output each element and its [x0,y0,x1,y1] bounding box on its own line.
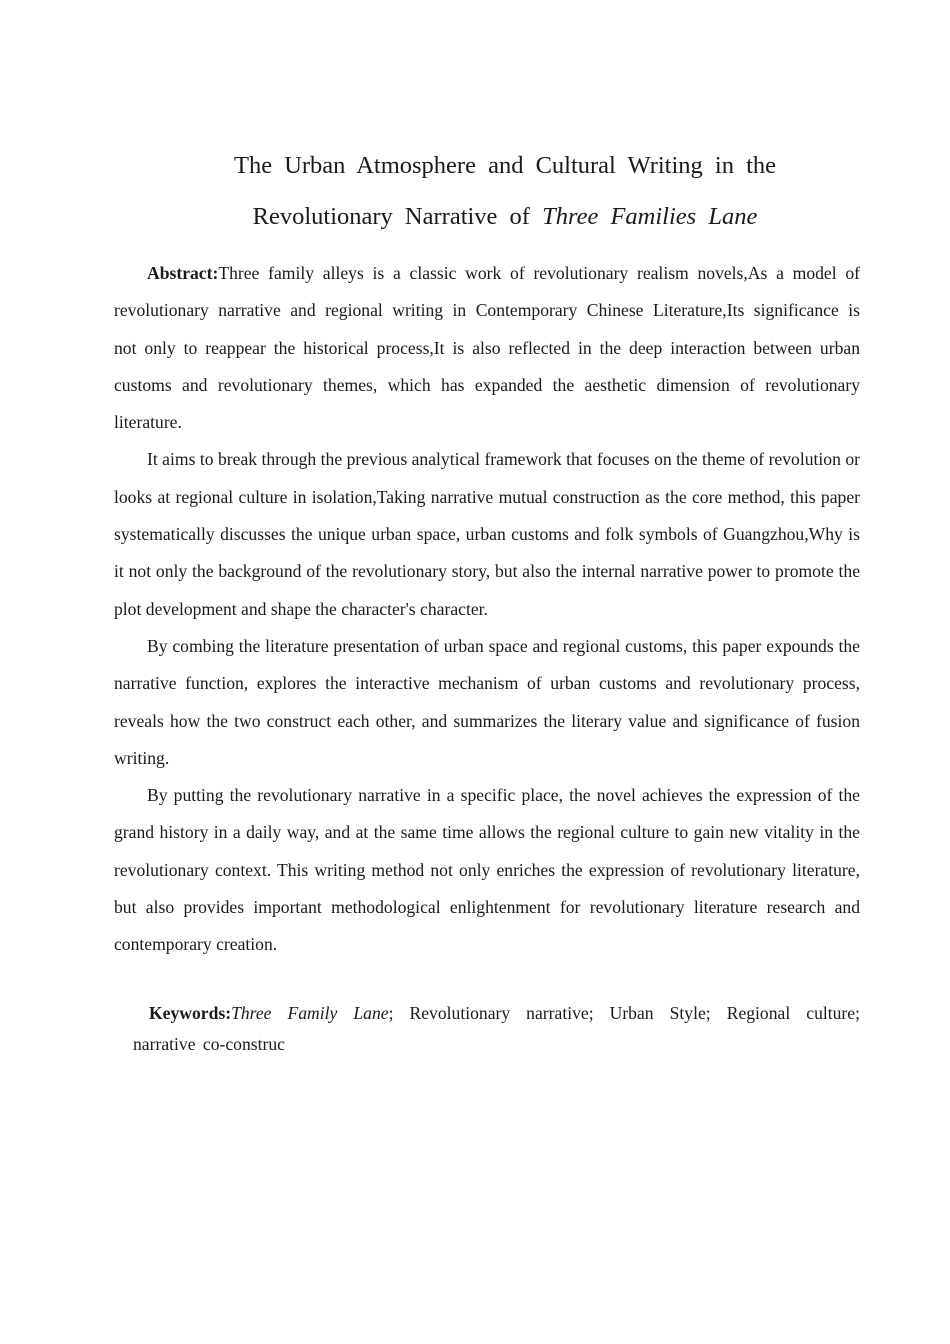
abstract-label: Abstract: [147,263,219,283]
keywords-list: ; Revolutionary narrative; Urban Style; Regional culture; narrative co-construc [133,1003,860,1054]
title-line-2 [160,191,850,242]
abstract-paragraph-1 [114,255,860,441]
abstract-paragraph-4: By putting the revolutionary narrative in a specific place, the novel achieves the expression of the grand history in a daily way, and at the same time allows the regional culture to gain new vitality in the revolutionary context. This writing method not only enriches the expression of revolutionary literature, but also provides important methodological enlightenment for revolutionary literature research and contemporary creation. [114,785,860,955]
paper-title [160,140,850,242]
keywords-paragraph [133,998,860,1060]
keywords-book-name: Three Family Lane [231,1003,389,1023]
title-line-2-prefix: Revolutionary Narrative of [252,203,543,230]
abstract-paragraph-3: By combing the literature presentation of urban space and regional customs, this paper expounds the narrative function, explores the interactive mechanism of urban customs and revolutionary process, reveals how the two construct each other, and summarizes the literary value and significance of fusion writing. [114,635,860,768]
keywords-label: Keywords: [149,1003,232,1023]
abstract-section [114,255,860,964]
abstract-paragraph-2: It aims to break through the previous analytical framework that focuses on the theme of revolution or looks at regional culture in isolation,Taking narrative mutual construction as the core method, this paper systematically discusses the unique urban space, urban customs and folk symbols of Guangzhou,Why is it not only the background of the revolutionary story, but also the internal narrative power to promote the plot development and shape the character's character. [114,449,860,619]
title-line-1: The Urban Atmosphere and Cultural Writing in the [233,152,777,179]
keywords-section [133,998,860,1060]
abstract-paragraph-1-text: Three family alleys is a classic work of revolutionary realism novels,As a model of revolutionary narrative and regional writing in Contemporary Chinese Literature,Its significance is not only to reappear the historical process,It is also reflected in the deep interaction between urban customs and revolutionary themes, which has expanded the aesthetic dimension of revolutionary literature. [114,263,860,433]
title-book-name: Three Families Lane [542,203,758,230]
